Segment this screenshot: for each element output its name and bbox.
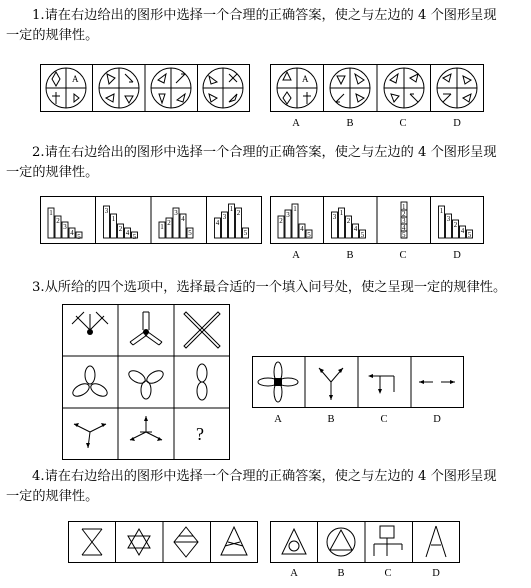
svg-text:2: 2 xyxy=(346,217,351,225)
question-3-line1: 从所给的四个选项中，选择最合适的一个填入问号处，使之呈现一定的规律性。 xyxy=(44,280,507,295)
svg-text:1: 1 xyxy=(339,209,344,217)
q4-option-c xyxy=(374,526,402,556)
svg-text:4: 4 xyxy=(353,225,358,233)
q2-figure-1 xyxy=(48,208,82,241)
q3-option-c xyxy=(368,374,394,394)
q1-figure-4 xyxy=(203,68,243,108)
question-1-number: 1. xyxy=(32,8,45,23)
q4-figure-3 xyxy=(174,527,198,557)
q3-cell-5 xyxy=(127,368,166,399)
svg-text:A: A xyxy=(72,74,79,84)
svg-text:3: 3 xyxy=(332,213,337,221)
q1-option-b xyxy=(330,68,370,108)
q4-option-c-label[interactable]: C xyxy=(384,568,392,579)
question-3-prompt xyxy=(6,278,526,298)
q2-figure-2 xyxy=(104,206,138,241)
q1-figure-2 xyxy=(99,68,139,108)
svg-text:4: 4 xyxy=(70,229,74,237)
svg-text:2: 2 xyxy=(236,209,241,217)
q3-cell-7 xyxy=(74,423,106,448)
q2-option-figures xyxy=(270,196,484,244)
question-2-line2: 一定的规律性。 xyxy=(6,165,99,180)
q4-option-b xyxy=(327,528,355,556)
svg-text:2: 2 xyxy=(279,217,283,225)
svg-text:4: 4 xyxy=(215,219,220,227)
svg-text:1: 1 xyxy=(160,223,164,231)
svg-text:3: 3 xyxy=(222,213,227,221)
q4-figure-4 xyxy=(221,527,247,555)
svg-text:3: 3 xyxy=(174,209,178,217)
q2-option-2 xyxy=(332,208,366,239)
svg-text:A: A xyxy=(302,74,309,84)
q4-option-a xyxy=(282,529,306,554)
q3-option-a-label[interactable]: A xyxy=(274,414,282,425)
svg-text:1: 1 xyxy=(293,205,297,213)
q3-option-figures xyxy=(252,356,464,408)
question-1-line2: 一定的规律性。 xyxy=(6,28,99,43)
q4-figure-2 xyxy=(128,529,150,555)
q2-option-d-label[interactable]: D xyxy=(453,250,461,261)
svg-text:3: 3 xyxy=(286,211,290,219)
svg-text:4: 4 xyxy=(460,227,465,235)
svg-text:2: 2 xyxy=(453,221,458,229)
q2-figure-3 xyxy=(159,208,193,238)
q3-option-a xyxy=(258,362,298,402)
q4-option-a-label[interactable]: A xyxy=(290,568,298,579)
svg-text:5: 5 xyxy=(243,229,248,237)
q1-option-c xyxy=(384,68,424,108)
question-4-line2: 一定的规律性。 xyxy=(6,489,99,504)
q4-option-figures xyxy=(270,521,460,563)
svg-text:3: 3 xyxy=(402,217,406,225)
q2-figure-4 xyxy=(215,204,249,238)
question-4-prompt xyxy=(6,467,526,507)
question-2-line1: 请在右边给出的图形中选择一个合理的正确答案，使之与左边的 4 个图形呈现 xyxy=(44,145,497,160)
q1-option-figures xyxy=(270,64,484,112)
q3-option-c-label[interactable]: C xyxy=(380,414,388,425)
svg-text:5: 5 xyxy=(188,229,192,237)
question-1-prompt xyxy=(6,6,526,46)
q2-option-4 xyxy=(439,206,473,239)
q4-given-figures xyxy=(68,521,258,563)
svg-text:5: 5 xyxy=(360,231,365,239)
svg-text:2: 2 xyxy=(118,225,123,233)
question-2-number: 2. xyxy=(32,145,45,160)
q4-figure-1 xyxy=(82,529,102,555)
question-2-prompt xyxy=(6,143,526,183)
svg-text:4: 4 xyxy=(402,224,406,232)
q1-given-figures xyxy=(40,64,250,112)
q3-cell-2 xyxy=(130,312,162,345)
svg-text:4: 4 xyxy=(125,229,130,237)
svg-text:5: 5 xyxy=(132,233,137,241)
svg-text:1: 1 xyxy=(111,215,116,223)
q3-cell-4 xyxy=(71,366,110,399)
svg-text:2: 2 xyxy=(167,219,171,227)
svg-text:5: 5 xyxy=(467,231,472,239)
svg-text:3: 3 xyxy=(446,215,451,223)
q1-option-b-label[interactable]: B xyxy=(346,118,354,129)
svg-text:4: 4 xyxy=(181,215,185,223)
svg-text:1: 1 xyxy=(402,203,406,211)
q1-option-d xyxy=(437,68,477,108)
q3-option-b xyxy=(319,368,343,400)
svg-text:3: 3 xyxy=(104,207,109,215)
q3-cell-6 xyxy=(197,364,207,400)
q3-cell-1 xyxy=(72,312,108,335)
svg-text:4: 4 xyxy=(300,225,304,233)
q4-option-b-label[interactable]: B xyxy=(337,568,345,579)
q3-question-mark: ? xyxy=(196,424,204,444)
svg-text:2: 2 xyxy=(56,217,60,225)
svg-text:3: 3 xyxy=(63,223,67,231)
q2-given-figures xyxy=(40,196,262,244)
q1-option-a-label[interactable]: A xyxy=(292,118,300,129)
q3-option-b-label[interactable]: B xyxy=(327,414,335,425)
q2-option-3 xyxy=(401,202,407,239)
svg-text:1: 1 xyxy=(439,207,444,215)
question-4-number: 4. xyxy=(32,469,45,484)
svg-text:1: 1 xyxy=(229,205,234,213)
q3-grid xyxy=(62,304,230,460)
q4-option-d xyxy=(426,526,446,557)
q3-cell-3 xyxy=(184,312,220,348)
q1-option-a xyxy=(277,68,317,108)
q3-cell-8 xyxy=(130,416,162,441)
q4-option-d-label[interactable]: D xyxy=(432,568,440,579)
question-4-line1: 请在右边给出的图形中选择一个合理的正确答案，使之与左边的 4 个图形呈现 xyxy=(44,469,497,484)
question-3-number: 3. xyxy=(32,280,45,295)
svg-text:5: 5 xyxy=(77,233,81,241)
q1-option-c-label[interactable]: C xyxy=(399,118,407,129)
q2-option-1 xyxy=(278,204,312,239)
q1-figure-1 xyxy=(46,68,86,108)
q1-figure-3 xyxy=(151,68,191,108)
question-1-line1: 请在右边给出的图形中选择一个合理的正确答案，使之与左边的 4 个图形呈现 xyxy=(44,8,497,23)
svg-text:5: 5 xyxy=(307,231,311,239)
svg-text:5: 5 xyxy=(402,231,406,239)
q2-option-a-label[interactable]: A xyxy=(292,250,300,261)
q1-option-d-label[interactable]: D xyxy=(453,118,461,129)
q2-option-b-label[interactable]: B xyxy=(346,250,354,261)
q2-option-c-label[interactable]: C xyxy=(399,250,407,261)
svg-text:1: 1 xyxy=(49,209,53,217)
q3-option-d xyxy=(419,380,455,384)
svg-text:2: 2 xyxy=(402,210,406,218)
q3-option-d-label[interactable]: D xyxy=(433,414,441,425)
